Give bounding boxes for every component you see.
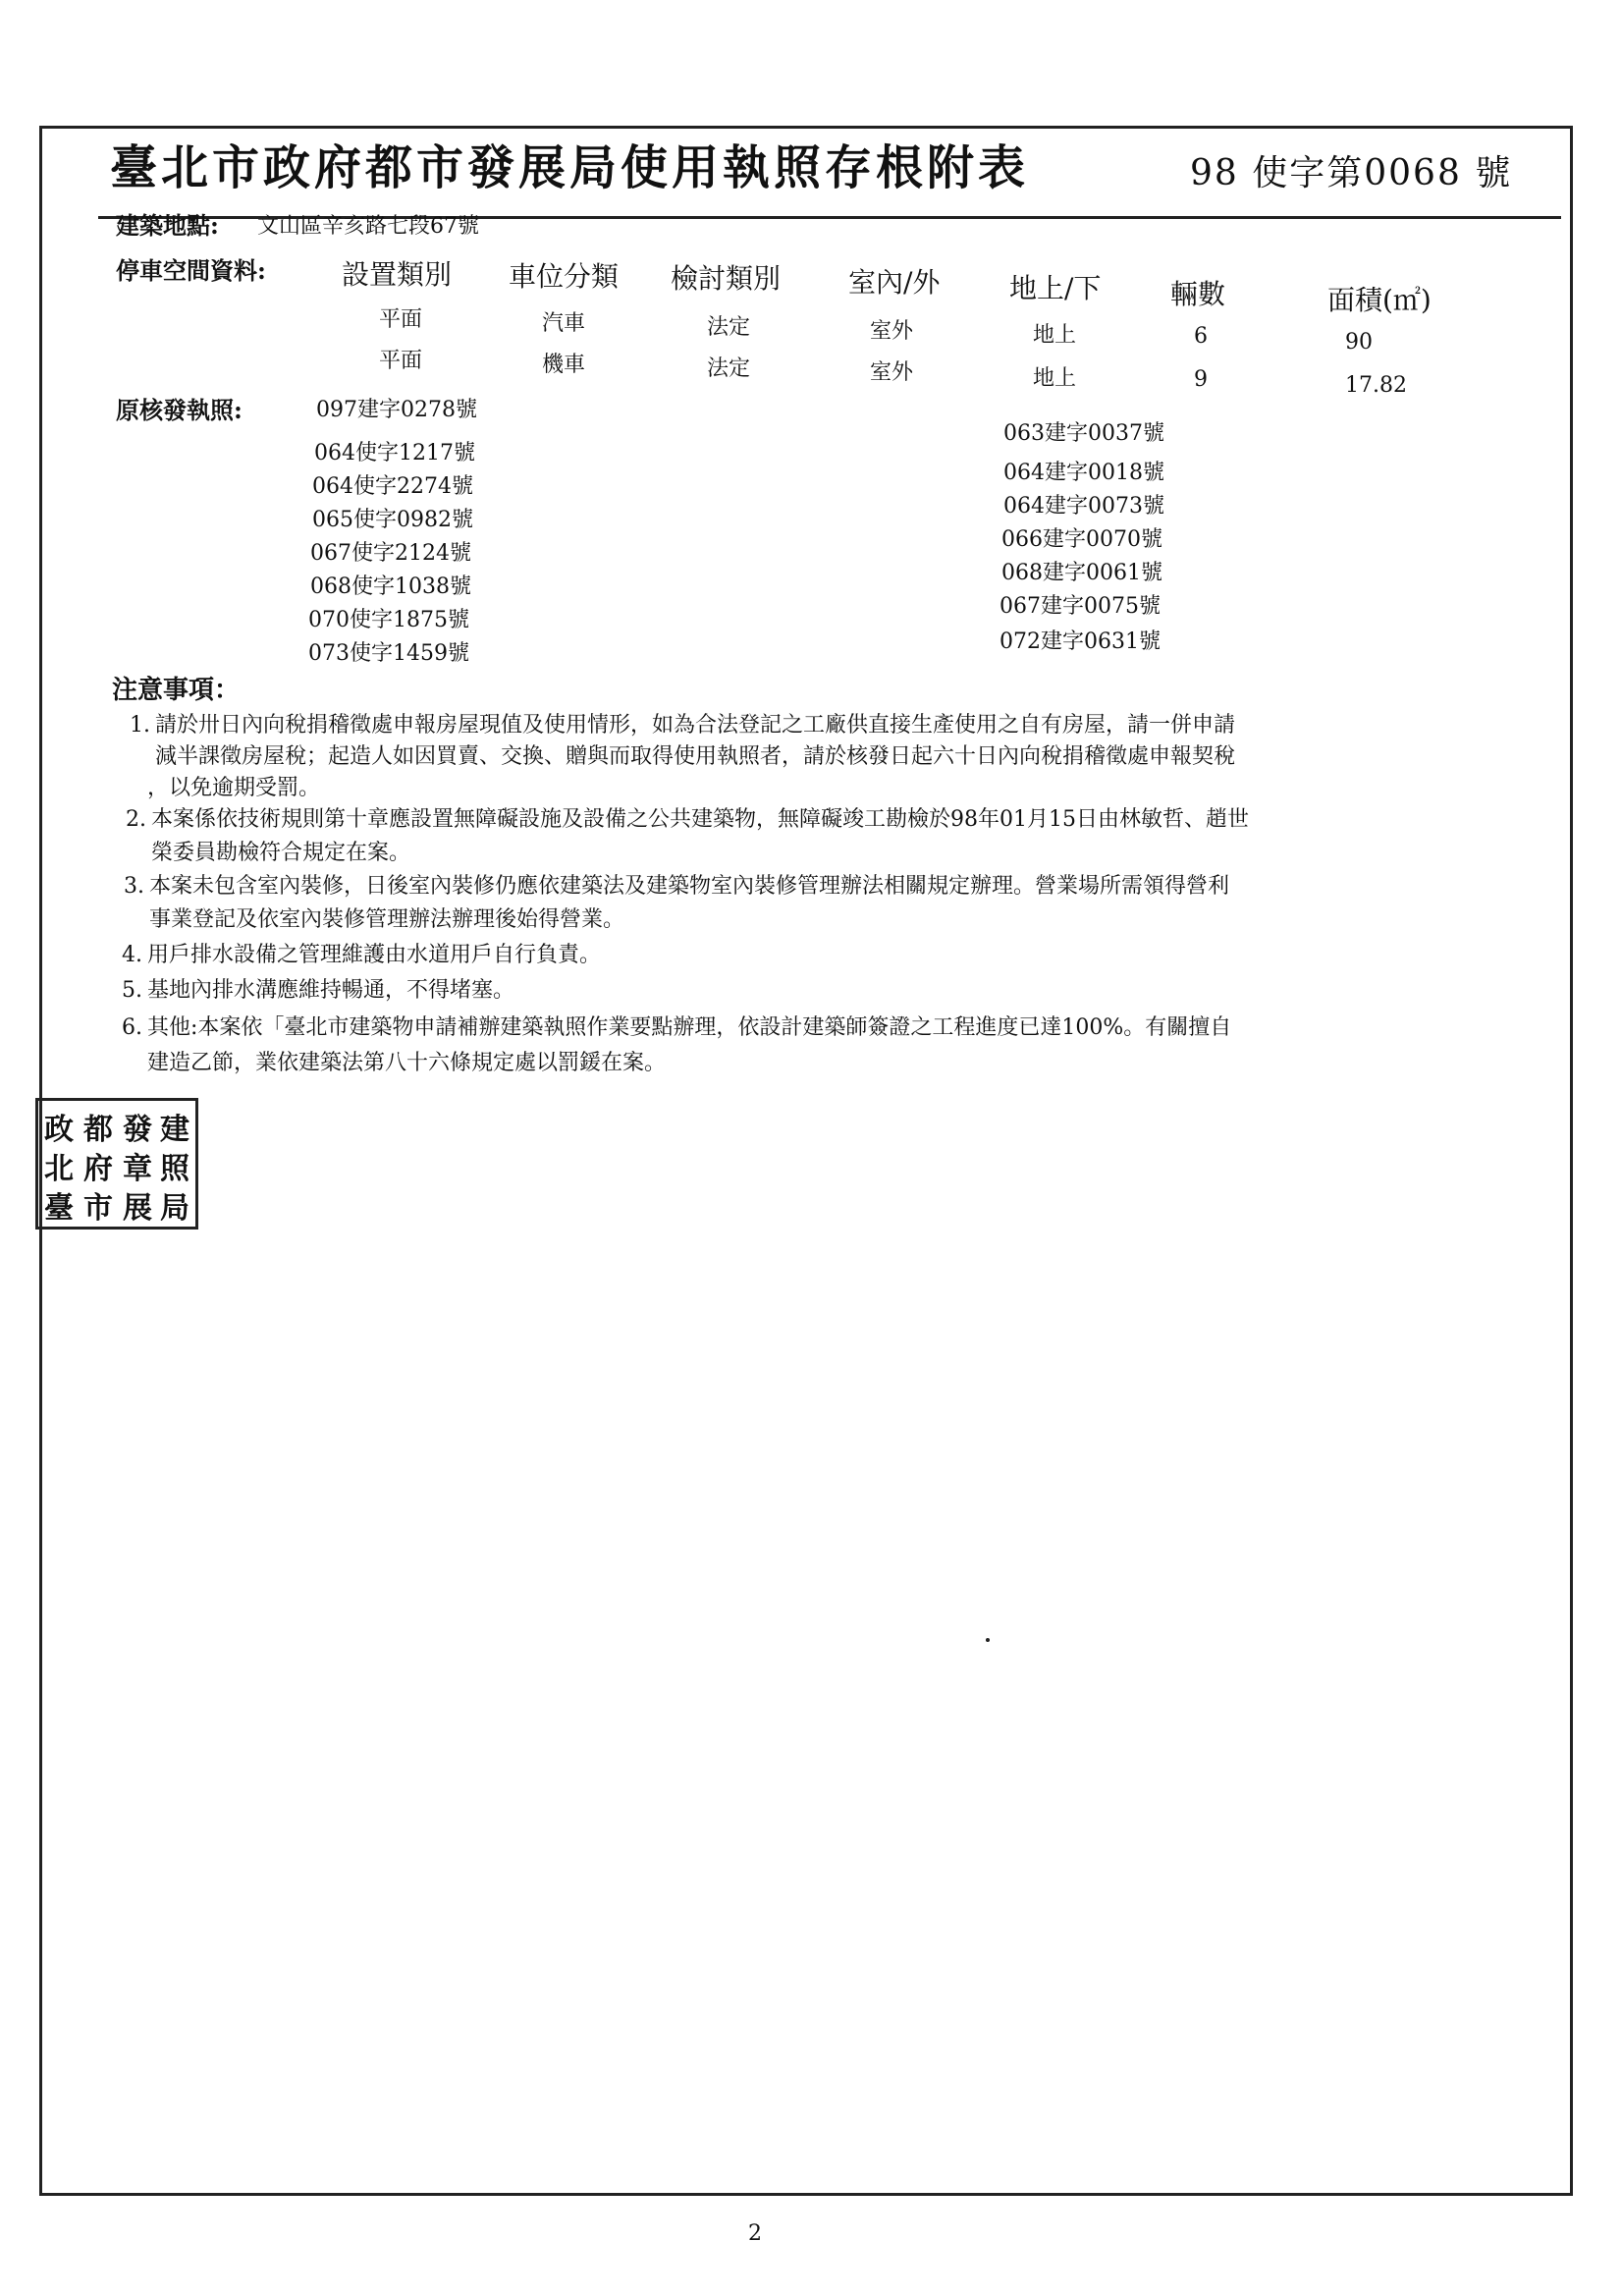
site-address: 文山區辛亥路七段67號 — [257, 214, 479, 239]
seal-char: 政 — [44, 1113, 74, 1147]
parking-header-type: 設置類別 — [342, 258, 453, 291]
seal-char: 建 — [160, 1113, 189, 1147]
parking-cell: 90 — [1345, 330, 1373, 355]
note-number: 6. — [122, 1015, 142, 1040]
seal-char: 照 — [160, 1152, 189, 1186]
page-number: 2 — [748, 2221, 762, 2246]
parking-cell: 汽車 — [542, 311, 586, 336]
license-item: 064使字1217號 — [314, 441, 475, 465]
scan-speck — [986, 1638, 990, 1642]
parking-cell: 地上 — [1033, 366, 1077, 391]
note-line: 本案未包含室內裝修，日後室內裝修仍應依建築法及建築物室內裝修管理辦法相關規定辦理。營業場所需領得營利 — [149, 874, 1230, 899]
license-item: 064建字0018號 — [1003, 461, 1164, 485]
license-item: 064使字2274號 — [312, 474, 473, 499]
note-number: 2. — [126, 807, 146, 832]
note-line: 建造乙節，業依建築法第八十六條規定處以罰鍰在案。 — [147, 1051, 667, 1075]
license-item: 097建字0278號 — [316, 398, 477, 422]
seal-char: 局 — [160, 1191, 189, 1226]
note-line: 用戶排水設備之管理維護由水道用戶自行負責。 — [147, 943, 602, 967]
license-item: 065使字0982號 — [312, 508, 473, 532]
page-frame — [39, 126, 1573, 2196]
parking-cell: 9 — [1194, 367, 1208, 392]
page-title: 臺北市政府都市發展局使用執照存根附表 — [110, 140, 1030, 195]
seal-char: 展 — [123, 1191, 152, 1226]
license-item: 067使字2124號 — [310, 541, 471, 566]
license-item: 064建字0073號 — [1003, 494, 1164, 519]
parking-header-level: 地上/下 — [1009, 272, 1102, 304]
seal-char: 都 — [83, 1113, 113, 1147]
note-line: 本案係依技術規則第十章應設置無障礙設施及設備之公共建築物，無障礙竣工勘檢於98年01月15日由林敏哲、趙世 — [151, 807, 1249, 832]
license-item: 068建字0061號 — [1001, 561, 1162, 585]
notes-heading: 注意事項： — [112, 676, 241, 705]
permit-number: 98 使字第0068 號 — [1190, 153, 1513, 193]
parking-cell: 機車 — [542, 353, 586, 377]
parking-header-area: 面積(㎡) — [1327, 284, 1432, 316]
official-seal — [35, 1098, 198, 1230]
licenses-label: 原核發執照: — [116, 396, 243, 424]
note-line: 事業登記及依室內裝修管理辦法辦理後始得營業。 — [149, 907, 625, 932]
note-line: 基地內排水溝應維持暢通，不得堵塞。 — [147, 978, 515, 1003]
parking-header-review: 檢討類別 — [671, 262, 782, 295]
parking-cell: 17.82 — [1345, 373, 1407, 398]
seal-char: 市 — [83, 1191, 113, 1226]
parking-cell: 法定 — [707, 356, 751, 381]
seal-char: 章 — [123, 1152, 152, 1186]
note-number: 1. — [130, 713, 150, 738]
parking-cell: 平面 — [379, 307, 423, 332]
note-number: 3. — [124, 874, 144, 899]
note-number: 4. — [122, 943, 142, 967]
parking-cell: 地上 — [1033, 323, 1077, 348]
license-item: 067建字0075號 — [1000, 594, 1161, 619]
note-line: ，以免逾期受罰。 — [147, 776, 321, 800]
note-line: 其他:本案依「臺北市建築物申請補辦建築執照作業要點辦理，依設計建築師簽證之工程進度已達100%。有關擅自 — [147, 1015, 1232, 1040]
site-label: 建築地點: — [116, 211, 219, 240]
parking-cell: 法定 — [707, 315, 751, 340]
seal-char: 發 — [123, 1113, 152, 1147]
license-item: 073使字1459號 — [308, 641, 469, 666]
parking-cell: 6 — [1194, 324, 1208, 349]
parking-header-indoor: 室內/外 — [848, 266, 941, 299]
license-item: 072建字0631號 — [1000, 629, 1161, 654]
parking-header-count: 輛數 — [1170, 278, 1226, 310]
license-item: 066建字0070號 — [1001, 527, 1162, 552]
parking-label: 停車空間資料: — [116, 256, 266, 285]
note-number: 5. — [122, 978, 142, 1003]
note-line: 請於卅日內向稅捐稽徵處申報房屋現值及使用情形，如為合法登記之工廠供直接生產使用之自有房屋，請一併申請 — [155, 713, 1236, 738]
note-line: 榮委員勘檢符合規定在案。 — [151, 841, 411, 865]
parking-header-class: 車位分類 — [509, 260, 620, 293]
license-item: 063建字0037號 — [1003, 421, 1164, 446]
parking-cell: 室外 — [870, 319, 914, 344]
license-item: 070使字1875號 — [308, 608, 469, 632]
seal-char: 北 — [44, 1152, 74, 1186]
seal-char: 府 — [83, 1152, 113, 1186]
license-item: 068使字1038號 — [310, 574, 471, 599]
note-line: 減半課徵房屋稅；起造人如因買賣、交換、贈與而取得使用執照者，請於核發日起六十日內向稅捐稽徵處申報契稅 — [155, 744, 1236, 769]
parking-cell: 室外 — [870, 360, 914, 385]
parking-cell: 平面 — [379, 349, 423, 373]
seal-char: 臺 — [44, 1191, 74, 1226]
